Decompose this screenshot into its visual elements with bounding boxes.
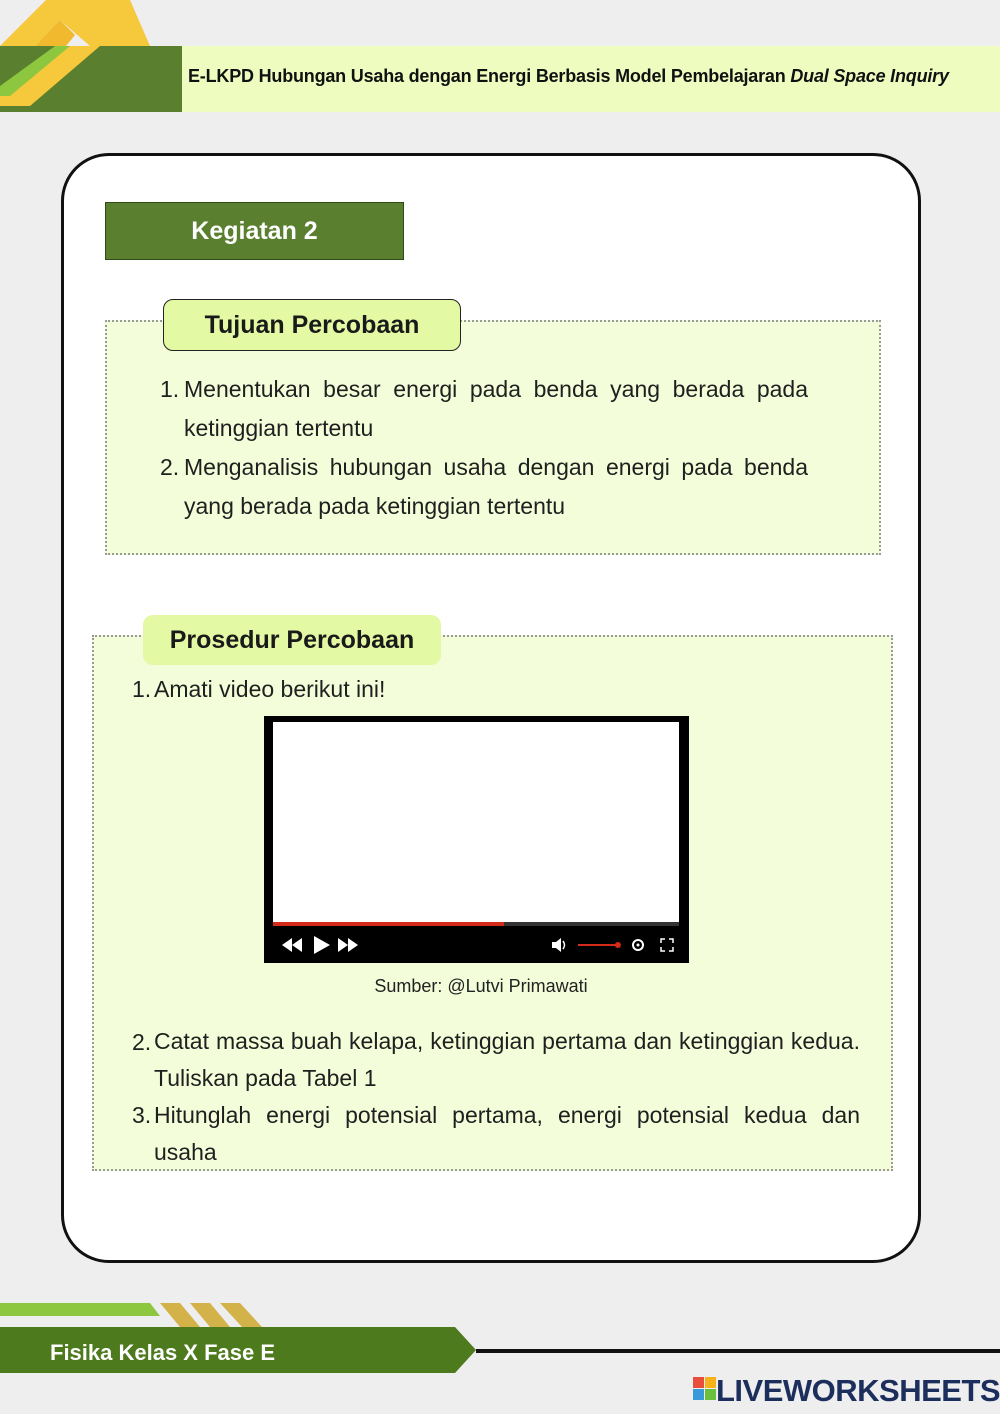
liveworksheets-logo-icon	[693, 1377, 717, 1401]
objectives-heading: Tujuan Percobaan	[163, 299, 461, 351]
procedure-item: Amati video berikut ini!	[154, 676, 386, 702]
volume-knob[interactable]	[615, 942, 621, 948]
fullscreen-icon[interactable]	[661, 939, 673, 951]
rewind-icon[interactable]	[282, 938, 302, 952]
objective-item: Menentukan besar energi pada benda yang berada pada ketinggian tertentu	[184, 376, 808, 441]
video-source: Sumber: @Lutvi Primawati	[374, 976, 588, 996]
video-progress-fill	[273, 922, 504, 926]
liveworksheets-brand[interactable]: LIVEWORKSHEETS	[716, 1373, 1000, 1408]
procedure-number: 1.	[132, 676, 152, 702]
header-title: E-LKPD Hubungan Usaha dengan Energi Berbasis Model Pembelajaran Dual Space Inquiry	[188, 66, 949, 86]
activity-label: Kegiatan 2	[105, 202, 404, 260]
video-screen[interactable]	[273, 722, 679, 924]
objective-number: 1.	[160, 376, 180, 402]
objective-number: 2.	[160, 454, 180, 480]
play-icon[interactable]	[314, 936, 330, 954]
procedure-item: Hitunglah energi potensial pertama, energi potensial kedua dan usaha	[154, 1102, 860, 1165]
gear-icon[interactable]	[633, 940, 643, 950]
video-nav-controls	[282, 935, 362, 955]
procedure-number: 2.	[132, 1029, 152, 1055]
header-stripes	[0, 46, 182, 112]
procedure-item: Catat massa buah kelapa, ketinggian pertama dan ketinggian kedua. Tuliskan pada Tabel 1	[154, 1028, 860, 1091]
video-right-controls	[550, 935, 680, 955]
procedure-heading: Prosedur Percobaan	[143, 615, 441, 665]
fast-forward-icon[interactable]	[338, 938, 358, 952]
footer-line	[476, 1349, 1000, 1353]
objective-item: Menganalisis hubungan usaha dengan energi pada benda yang berada pada ketinggian tertentu	[184, 454, 808, 519]
footer-title: Fisika Kelas X Fase E	[50, 1340, 276, 1365]
header-title-italic: Dual Space Inquiry	[790, 66, 949, 86]
volume-icon[interactable]	[552, 938, 565, 952]
procedure-number: 3.	[132, 1102, 152, 1128]
